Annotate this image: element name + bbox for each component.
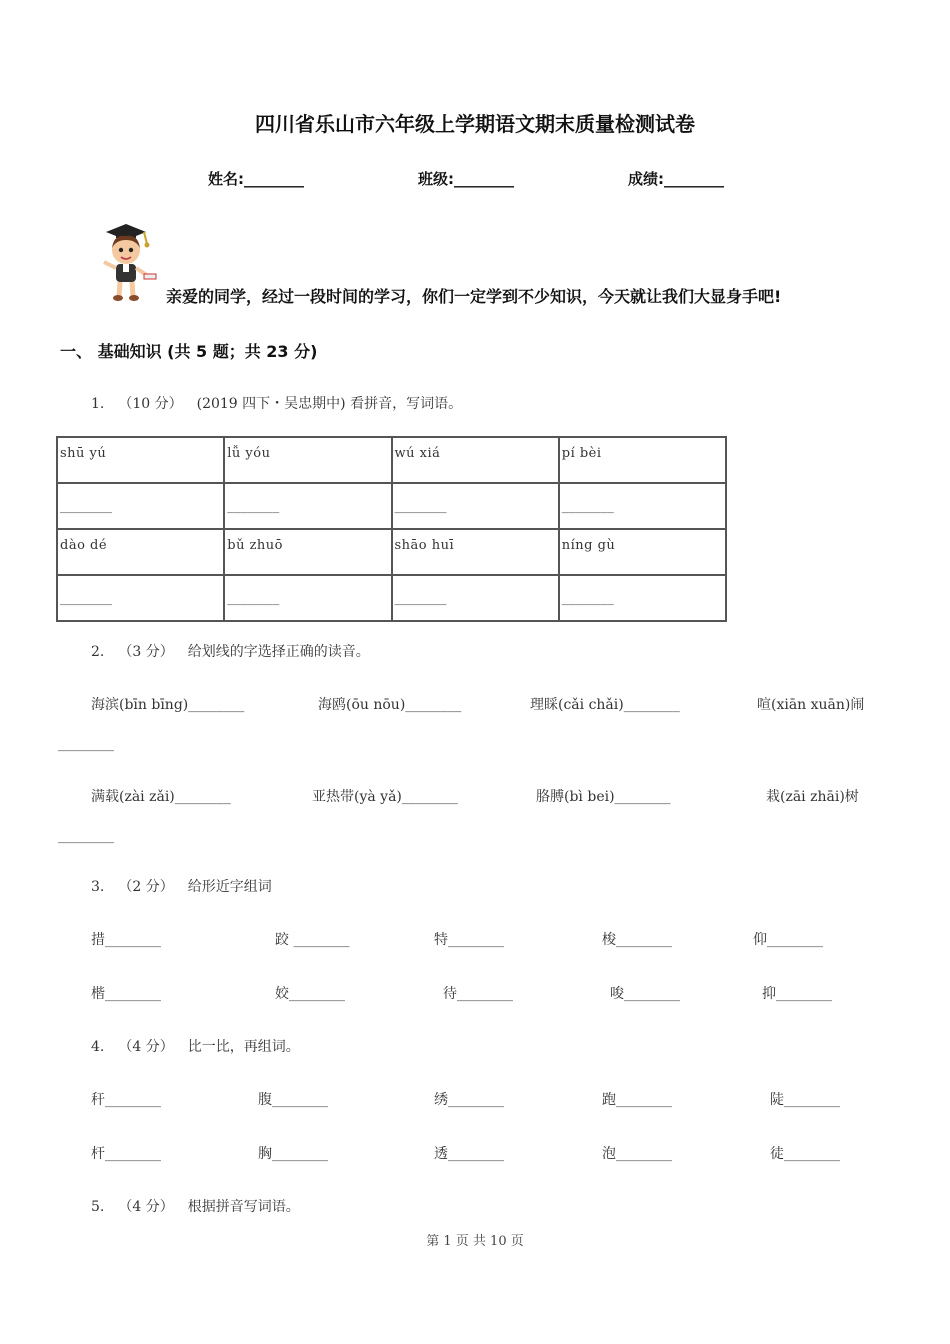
table-row xyxy=(57,529,726,575)
word-blank[interactable]: 措________ xyxy=(91,932,161,948)
question-4 xyxy=(91,1036,300,1056)
pinyin-table xyxy=(56,436,727,622)
word-blank[interactable]: 姣________ xyxy=(275,986,345,1002)
question-text: (2019 四下・吴忠期中) 看拼音，写词语。 xyxy=(196,396,463,412)
reading-choice[interactable]: 海滨(bīn bīng)________ xyxy=(91,697,245,713)
pinyin-cell: bǔ zhuō xyxy=(224,529,391,575)
pinyin-cell: shāo huī xyxy=(392,529,559,575)
reading-choice[interactable]: 喧(xiān xuān)闹 xyxy=(757,697,865,713)
question-number: 2. xyxy=(91,644,105,660)
word-blank[interactable]: 徒________ xyxy=(770,1146,840,1162)
table-row xyxy=(57,483,726,529)
question-score: （4 分） xyxy=(118,1039,174,1055)
word-blank[interactable]: 陡________ xyxy=(770,1092,840,1108)
answer-blank[interactable]: ________ xyxy=(559,483,726,529)
question-number: 3. xyxy=(91,879,105,895)
question-score: （4 分） xyxy=(118,1199,174,1215)
word-blank[interactable]: 透________ xyxy=(434,1146,504,1162)
answer-blank[interactable]: ________ xyxy=(224,483,391,529)
answer-blank[interactable]: ________ xyxy=(224,575,391,621)
greeting-text: 亲爱的同学，经过一段时间的学习，你们一定学到不少知识，今天就让我们大显身手吧! xyxy=(166,287,782,306)
reading-choice[interactable]: 理睬(cǎi chǎi)________ xyxy=(530,697,680,713)
word-blank[interactable]: 绣________ xyxy=(434,1092,504,1108)
pinyin-cell: lǚ yóu xyxy=(224,437,391,483)
question-text: 根据拼音写词语。 xyxy=(187,1199,300,1215)
table-row xyxy=(57,575,726,621)
word-blank[interactable]: 胸________ xyxy=(258,1146,328,1162)
question-number: 5. xyxy=(91,1199,105,1215)
word-blank[interactable]: 泡________ xyxy=(602,1146,672,1162)
answer-blank[interactable]: ________ xyxy=(57,575,224,621)
word-blank[interactable]: 仰________ xyxy=(753,932,823,948)
word-blank[interactable]: 抑________ xyxy=(762,986,832,1002)
page-footer: 第 1 页 共 10 页 xyxy=(426,1234,524,1249)
word-blank[interactable]: 待________ xyxy=(443,986,513,1002)
pinyin-cell: shū yú xyxy=(57,437,224,483)
pinyin-cell: níng gù xyxy=(559,529,726,575)
word-blank[interactable]: 楷________ xyxy=(91,986,161,1002)
question-1 xyxy=(91,393,462,413)
question-text: 给形近字组词 xyxy=(187,879,272,895)
question-score: （3 分） xyxy=(118,644,174,660)
question-score: （2 分） xyxy=(118,879,174,895)
answer-blank[interactable]: ________ xyxy=(58,736,114,752)
answer-blank[interactable]: ________ xyxy=(58,828,114,844)
word-blank[interactable]: 梭________ xyxy=(602,932,672,948)
question-text: 比一比，再组词。 xyxy=(187,1039,300,1055)
question-2 xyxy=(91,641,370,661)
answer-blank[interactable]: ________ xyxy=(559,575,726,621)
pinyin-cell: pí bèi xyxy=(559,437,726,483)
class-field: 班级:________ xyxy=(418,170,514,188)
reading-choice[interactable]: 胳膊(bì bei)________ xyxy=(536,789,671,805)
pinyin-cell: dào dé xyxy=(57,529,224,575)
question-text: 给划线的字选择正确的读音。 xyxy=(187,644,370,660)
word-blank[interactable]: 跤 ________ xyxy=(275,932,350,948)
word-blank[interactable]: 杆________ xyxy=(91,1146,161,1162)
pinyin-cell: wú xiá xyxy=(392,437,559,483)
reading-choice[interactable]: 海鸥(ōu nōu)________ xyxy=(318,697,462,713)
question-number: 1. xyxy=(91,396,105,412)
answer-blank[interactable]: ________ xyxy=(392,575,559,621)
name-field: 姓名:________ xyxy=(208,170,304,188)
question-score: （10 分） xyxy=(118,396,183,412)
score-field: 成绩:________ xyxy=(628,170,724,188)
word-blank[interactable]: 跑________ xyxy=(602,1092,672,1108)
reading-choice[interactable]: 满载(zài zǎi)________ xyxy=(91,789,231,805)
reading-choice[interactable]: 栽(zāi zhāi)树 xyxy=(766,789,859,805)
word-blank[interactable]: 唆________ xyxy=(610,986,680,1002)
word-blank[interactable]: 腹________ xyxy=(258,1092,328,1108)
answer-blank[interactable]: ________ xyxy=(57,483,224,529)
student-mascot-icon xyxy=(92,218,158,304)
word-blank[interactable]: 秆________ xyxy=(91,1092,161,1108)
answer-blank[interactable]: ________ xyxy=(392,483,559,529)
word-blank[interactable]: 特________ xyxy=(434,932,504,948)
question-number: 4. xyxy=(91,1039,105,1055)
reading-choice[interactable]: 亚热带(yà yǎ)________ xyxy=(312,789,458,805)
page-title: 四川省乐山市六年级上学期语文期末质量检测试卷 xyxy=(255,112,695,136)
question-5 xyxy=(91,1196,300,1216)
section-heading-basics: 一、 基础知识 (共 5 题；共 23 分) xyxy=(60,342,318,361)
table-row xyxy=(57,437,726,483)
question-3 xyxy=(91,876,272,896)
